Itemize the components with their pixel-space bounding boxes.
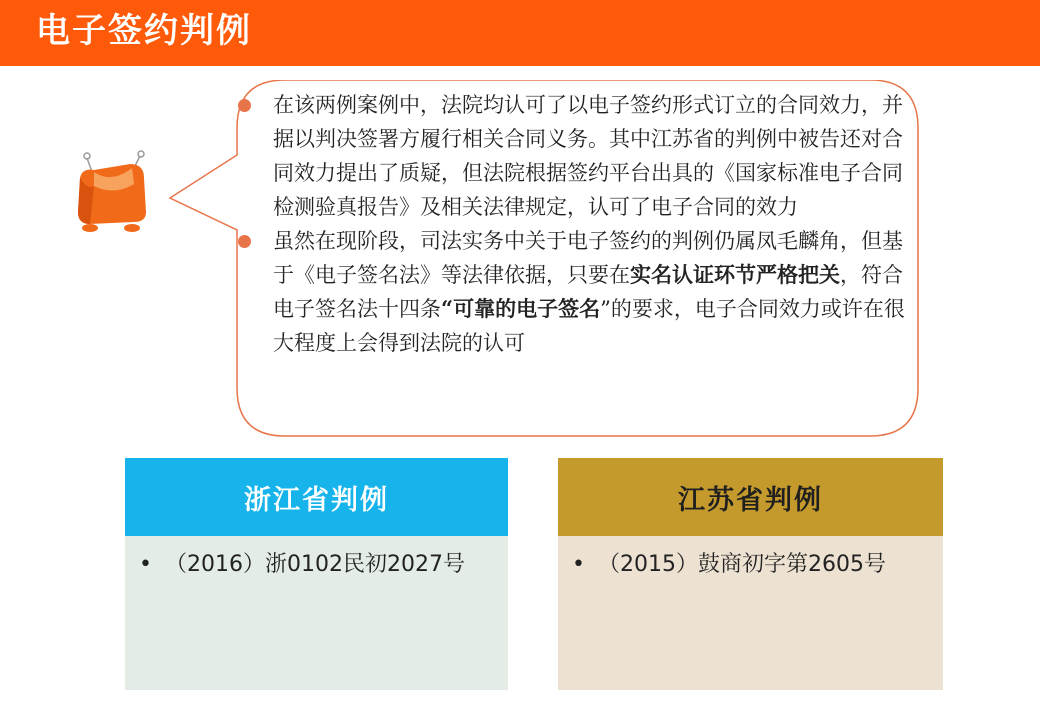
bubble-paragraph-1: 在该两例案例中，法院均认可了以电子签约形式订立的合同效力，并据以判决签署方履行相关合同义务。其中江苏省的判例中被告还对合同效力提出了质疑，但法院根据签约平台出具的《国家标准电子合同检测验真报告》及相关法律规定，认可了电子合同的效力 bbox=[235, 88, 915, 224]
card-body bbox=[125, 536, 508, 690]
bullet-dot-icon bbox=[238, 235, 251, 248]
paragraph-text: ，符合电子签名法十四条 bbox=[273, 263, 903, 321]
paragraph-text: 虽然在现阶段，司法实务中关于电子签约的判例仍属凤毛麟角，但基于《电子签名法》等法律依据，只要在 bbox=[273, 229, 903, 287]
bubble-paragraph-2 bbox=[235, 224, 915, 360]
case-number: • （2015）鼓商初字第2605号 bbox=[572, 548, 921, 582]
card-title: 江苏省判例 bbox=[558, 458, 943, 536]
card-title: 浙江省判例 bbox=[125, 458, 508, 536]
bullet-dot-icon bbox=[238, 99, 251, 112]
title-bar bbox=[0, 0, 1040, 66]
orange-robot-mascot-icon bbox=[72, 150, 152, 234]
bullet-icon: • bbox=[139, 552, 152, 577]
emphasis-text: “可靠的电子签名 bbox=[441, 296, 601, 321]
paragraph-text: ”的要求，电子合同效力或许在很大程度上会得到法院的认可 bbox=[273, 297, 905, 355]
bubble-text bbox=[235, 88, 915, 360]
case-number: • （2016）浙0102民初2027号 bbox=[139, 548, 486, 582]
bullet-icon: • bbox=[572, 552, 585, 577]
zhejiang-case-card bbox=[125, 458, 508, 690]
page-title: 电子签约判例 bbox=[36, 11, 252, 51]
emphasis-text: 实名认证环节严格把关 bbox=[630, 262, 840, 287]
card-body bbox=[558, 536, 943, 690]
jiangsu-case-card bbox=[558, 458, 943, 690]
